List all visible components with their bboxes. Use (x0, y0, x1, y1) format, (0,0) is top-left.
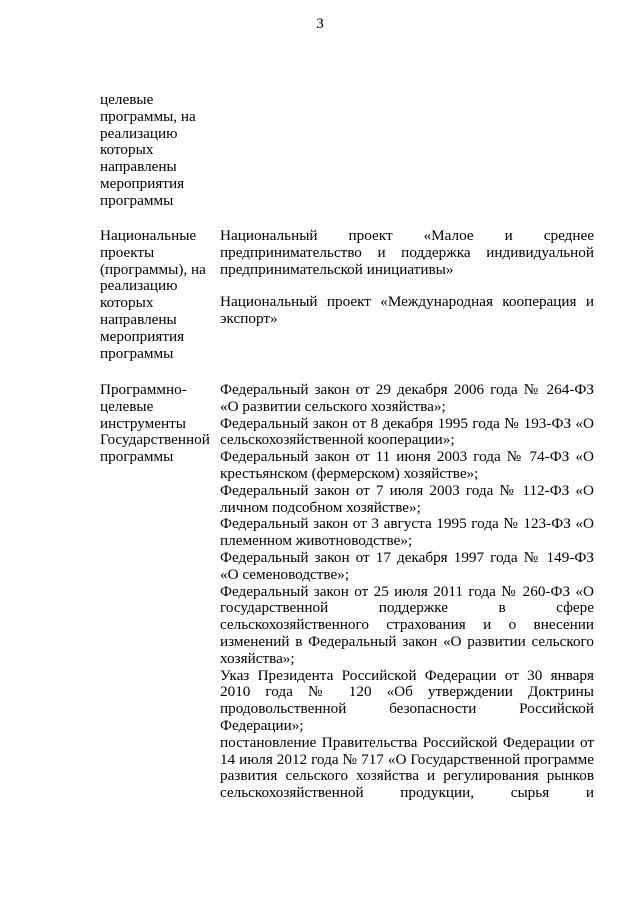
national-project-item: Национальный проект «Международная кооперация и экспорт» (220, 293, 594, 328)
legal-act-item: Федеральный закон от 11 июня 2003 года № 74-ФЗ «О крестьянском (фермерском) хозяйстве»; (220, 448, 594, 482)
row-label-program-instruments: Программно- целевые инструменты Государственной программы (100, 381, 210, 466)
national-project-item: Национальный проект «Малое и среднее предпринимательство и поддержка индивидуальной предпринимательской инициативы» (220, 227, 594, 278)
legal-act-item: Федеральный закон от 29 декабря 2006 года № 264-ФЗ «О развитии сельского хозяйства»; (220, 381, 594, 415)
legal-act-item: Федеральный закон от 25 июля 2011 года № 260-ФЗ «О государственной поддержке в сфере сельскохозяйственного страхования и о внесении изменений в Федеральный закон «О развитии сельского хозяйства»; (220, 582, 594, 667)
row-content-national-projects (220, 228, 594, 328)
legal-act-item: Федеральный закон от 3 августа 1995 года № 123-ФЗ «О племенном животноводстве»; (220, 515, 594, 550)
legal-act-item: постановление Правительства Российской Федерации от 14 июля 2012 года № 717 «О Государственной программе развития сельского хозяйства и регулирования рынков сельскохозяйственной продукции, сырья и (220, 733, 594, 802)
legal-act-item: Федеральный закон от 17 декабря 1997 года № 149-ФЗ «О семеноводстве»; (220, 548, 594, 583)
legal-act-item: Федеральный закон от 7 июля 2003 года № 112-ФЗ «О личном подсобном хозяйстве»; (220, 481, 594, 516)
page-number: 3 (316, 15, 324, 32)
legal-act-item: Федеральный закон от 8 декабря 1995 года № 193-ФЗ «О сельскохозяйственной кооперации»; (220, 414, 594, 449)
legal-act-item: Указ Президента Российской Федерации от 30 января 2010 года № 120 «Об утверждении Доктрины продовольственной безопасности Российской Федерации»; (220, 666, 594, 734)
row-label-target-programs: целевые программы, на реализацию которых направлены мероприятия программы (100, 91, 196, 209)
row-content-program-instruments (220, 382, 594, 802)
row-label-national-projects: Национальные проекты (программы), на реализацию которых направлены мероприятия программы (100, 227, 206, 362)
